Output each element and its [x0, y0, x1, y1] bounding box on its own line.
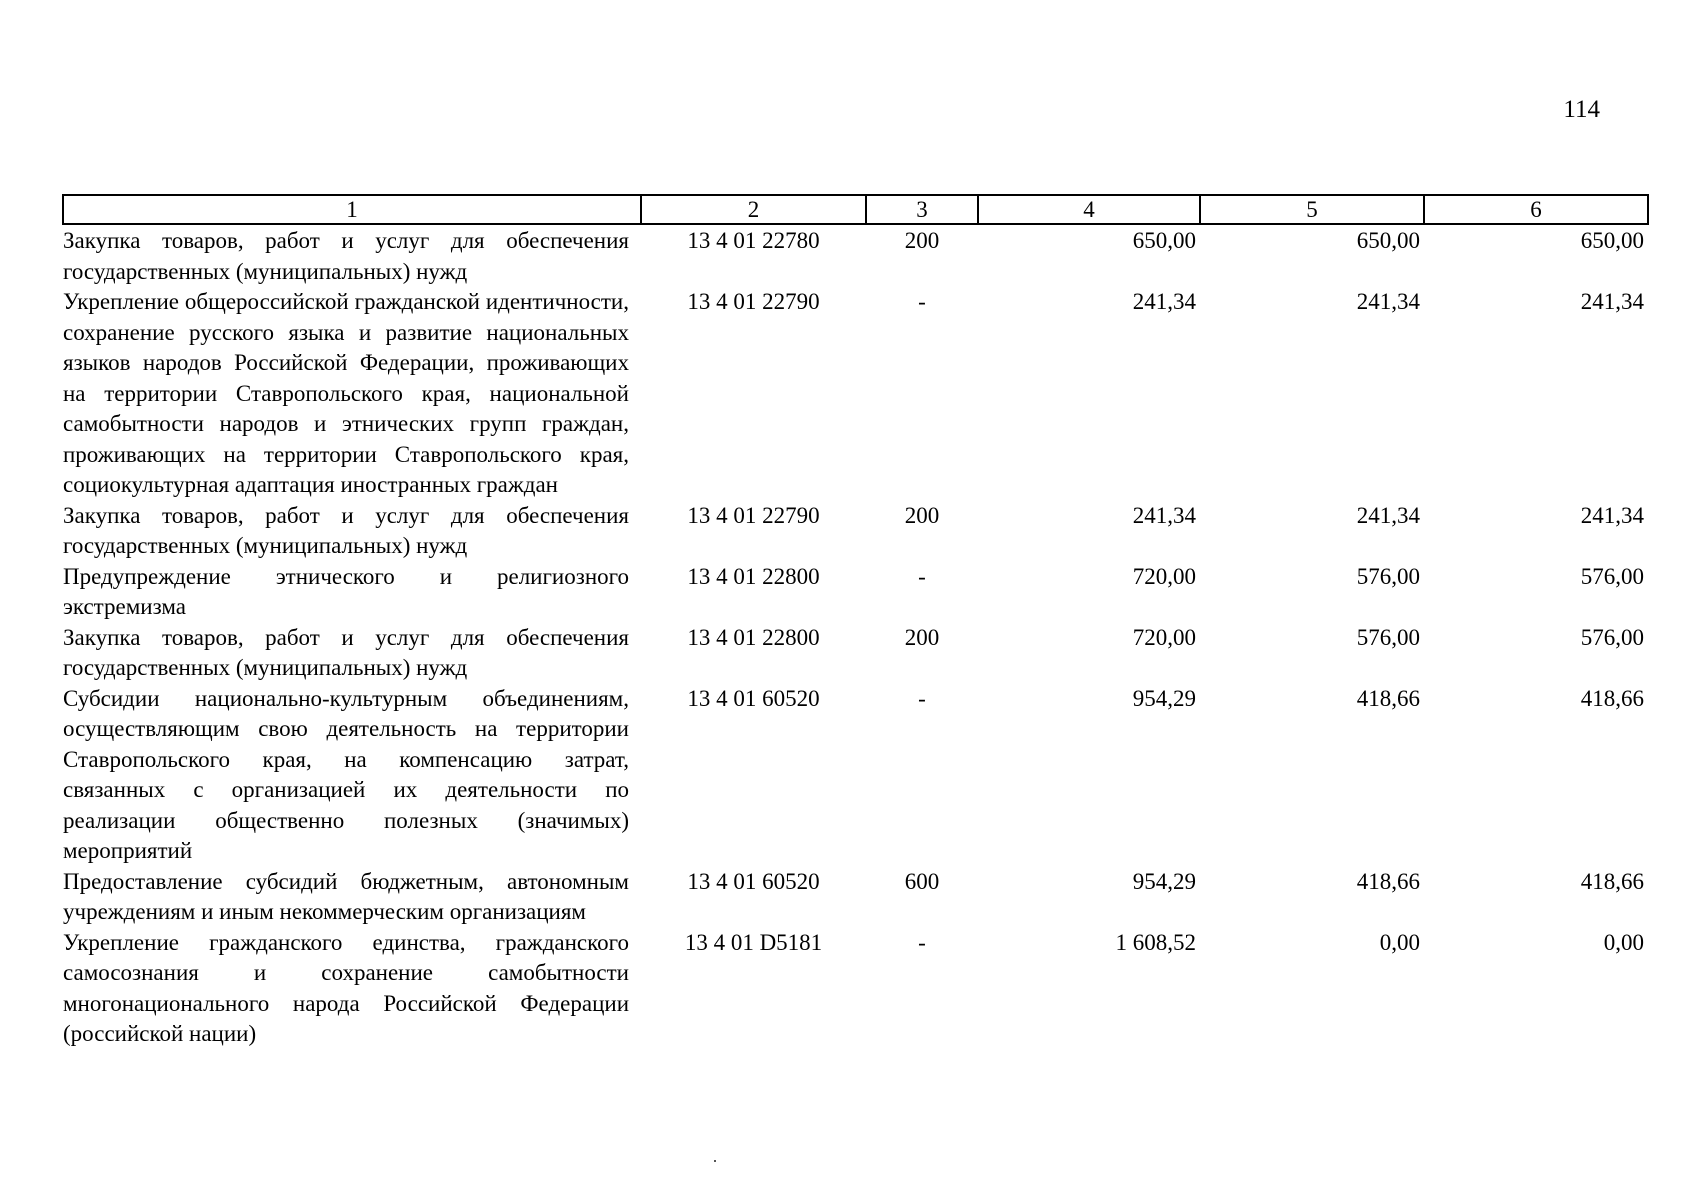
row-name: Закупка товаров, работ и услуг для обеспечения государственных (муниципальных) нужд [63, 624, 629, 680]
row-type: - [918, 929, 926, 955]
row-name: Предупреждение этнического и религиозного экстремизма [63, 563, 629, 619]
row-type: 600 [904, 868, 940, 894]
row-name: Укрепление общероссийской гражданской идентичности, сохранение русского языка и развитие национальных языков народов Российской Федерации, проживающих на территории Ставропольского края, национальной самобытности народов и этнических групп граждан, проживающих на территории Ставропольского края, социокультурная адаптация иностранных граждан [63, 289, 629, 497]
row-value-5: 241,34 [1356, 289, 1420, 314]
header-col-1: 1 [63, 195, 641, 224]
scan-speck [714, 1160, 716, 1162]
row-value-6: 576,00 [1580, 624, 1644, 650]
row-code: 13 4 01 22790 [687, 502, 820, 528]
row-code: 13 4 01 D5181 [684, 929, 823, 955]
row-value-4: 720,00 [1132, 563, 1196, 589]
row-value-4: 1 608,52 [1115, 929, 1196, 955]
header-col-5: 5 [1200, 195, 1424, 224]
table-body [63, 224, 1648, 1050]
row-type: - [918, 685, 926, 711]
row-name: Субсидии национально-культурным объединениям, осуществляющим свою деятельность на территории Ставропольского края, на компенсацию затрат, связанных с организацией их деятельности по реализации общественно полезных (значимых) мероприятий [63, 685, 629, 863]
row-value-6: 0,00 [1603, 929, 1644, 955]
row-type: - [918, 563, 926, 589]
row-value-5: 576,00 [1356, 563, 1420, 589]
table-row [63, 684, 1648, 867]
row-value-5: 418,66 [1356, 868, 1420, 894]
row-value-5: 418,66 [1356, 685, 1420, 711]
table-row [63, 287, 1648, 501]
row-value-6: 650,00 [1580, 228, 1644, 253]
row-type: 200 [904, 502, 940, 528]
page-number: 114 [1563, 96, 1600, 123]
row-type: 200 [904, 624, 940, 650]
row-value-6: 418,66 [1580, 685, 1644, 711]
row-code: 13 4 01 22780 [687, 228, 820, 253]
table-row [63, 867, 1648, 928]
row-value-5: 241,34 [1356, 502, 1420, 528]
row-name: Закупка товаров, работ и услуг для обеспечения государственных (муниципальных) нужд [63, 228, 629, 284]
row-value-6: 576,00 [1580, 563, 1644, 589]
table-row [63, 224, 1648, 287]
budget-table [62, 194, 1649, 1050]
table-row [63, 928, 1648, 1050]
row-value-4: 650,00 [1132, 228, 1196, 253]
row-value-6: 241,34 [1580, 289, 1644, 314]
row-code: 13 4 01 22800 [687, 563, 820, 589]
row-value-4: 241,34 [1132, 289, 1196, 314]
table-row [63, 623, 1648, 684]
row-value-4: 241,34 [1132, 502, 1196, 528]
table-row [63, 562, 1648, 623]
table-header [63, 195, 1648, 224]
row-name: Укрепление гражданского единства, гражданского самосознания и сохранение самобытности многонационального народа Российской Федерации (российской нации) [63, 929, 629, 1046]
header-col-2: 2 [641, 195, 866, 224]
row-code: 13 4 01 22790 [687, 289, 820, 314]
row-code: 13 4 01 60520 [687, 685, 820, 711]
row-code: 13 4 01 22800 [687, 624, 820, 650]
row-value-6: 241,34 [1580, 502, 1644, 528]
table-row [63, 501, 1648, 562]
row-value-4: 720,00 [1132, 624, 1196, 650]
row-type: 200 [904, 228, 940, 253]
row-value-5: 576,00 [1356, 624, 1420, 650]
header-row [63, 195, 1648, 224]
row-value-4: 954,29 [1132, 868, 1196, 894]
row-name: Предоставление субсидий бюджетным, автономным учреждениям и иным некоммерческим организациям [63, 868, 629, 924]
row-value-5: 0,00 [1379, 929, 1420, 955]
row-type: - [918, 289, 926, 314]
header-col-3: 3 [866, 195, 978, 224]
row-name: Закупка товаров, работ и услуг для обеспечения государственных (муниципальных) нужд [63, 502, 629, 558]
row-value-6: 418,66 [1580, 868, 1644, 894]
header-col-4: 4 [978, 195, 1200, 224]
row-value-5: 650,00 [1356, 228, 1420, 253]
row-code: 13 4 01 60520 [687, 868, 820, 894]
row-value-4: 954,29 [1132, 685, 1196, 711]
header-col-6: 6 [1424, 195, 1648, 224]
